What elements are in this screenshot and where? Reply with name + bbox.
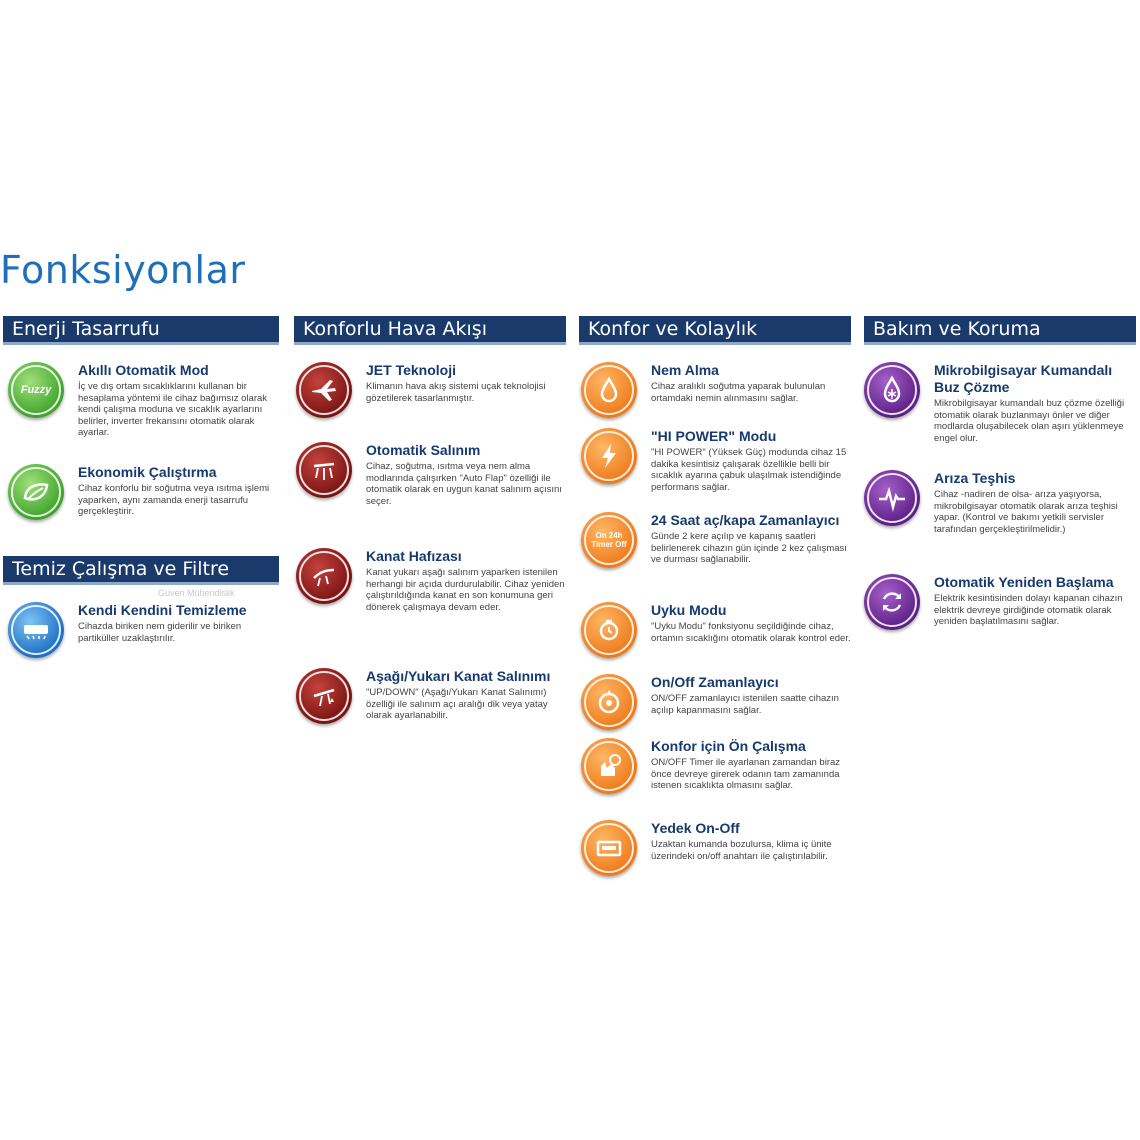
watermark: Güven Mühendislik	[158, 588, 235, 598]
flap-memory-icon	[296, 548, 352, 604]
feature-name: Otomatik Yeniden Başlama	[934, 574, 1114, 590]
pre-run-icon	[581, 738, 637, 794]
feature-description: ON/OFF zamanlayıcı istenilen saatte cihazın açılıp kapanmasını sağlar.	[651, 693, 839, 716]
feature-description: "HI POWER" (Yüksek Güç) modunda cihaz 15 dakika kesintisiz çalışarak özellikle belli bir sıcaklık ayarına çabuk ulaşılmak istendiğinde performans sağlar.	[651, 447, 847, 493]
feature-name: Akıllı Otomatik Mod	[78, 362, 209, 378]
self-clean-icon	[8, 602, 64, 658]
feature-description: Klimanın hava akış sistemi uçak teknolojisi gözetilerek tasarlanmıştır.	[366, 381, 546, 404]
category-energy-saving	[3, 316, 279, 345]
sleep-icon	[581, 602, 637, 658]
defrost-icon	[864, 362, 920, 418]
feature-description: Cihaz konforlu bir soğutma veya ısıtma işlemi yaparken, aynı zamanda enerji tasarrufu gerçekleştirir.	[78, 483, 270, 517]
eco-leaf-icon	[8, 464, 64, 520]
feature-name: Arıza Teşhis	[934, 470, 1016, 486]
diagnosis-pulse-icon	[864, 470, 920, 526]
feature-name: Otomatik Salınım	[366, 442, 481, 458]
feature-description: ON/OFF Timer ile ayarlanan zamandan biraz önce devreye girerek odanın tam zamanında istenen sıcaklıkta olmasını sağlar.	[651, 757, 841, 791]
feature-description: Uzaktan kumanda bozulursa, klima iç ünite üzerindeki on/off anahtarı ile çalıştırılabilir.	[651, 839, 832, 862]
category-comfort-ease	[579, 316, 851, 345]
backup-switch-icon	[581, 820, 637, 876]
feature-name: Konfor için Ön Çalışma	[651, 738, 806, 754]
feature-name: Ekonomik Çalıştırma	[78, 464, 217, 480]
feature-description: Kanat yukarı aşağı salınım yaparken istenilen herhangi bir açıda durdurulabilir. Cihaz yeniden çalıştırıldığında kanat en son konumuna geri dönerek çalışmaya devam eder.	[366, 567, 565, 613]
feature-description: Cihaz, soğutma, ısıtma veya nem alma modlarında çalışırken "Auto Flap" özelliği ile otomatik olarak en uygun kanat salınım açısını seçer.	[366, 461, 562, 507]
category-maintenance-protection	[864, 316, 1136, 345]
feature-description: İç ve dış ortam sıcaklıklarını kullanan bir hesaplama yöntemi ile cihaz bağımsız olarak kendi çalışma moduna ve sıcaklık ayarlarını belirler, inverter frekansını otomatik olarak ayarlar.	[78, 381, 268, 438]
feature-name: Aşağı/Yukarı Kanat Salınımı	[366, 668, 551, 684]
category-header: Temiz Çalışma ve Filtre	[3, 556, 279, 585]
feature-name: Kendi Kendini Temizleme	[78, 602, 247, 618]
category-header: Enerji Tasarrufu	[3, 316, 279, 345]
feature-name: JET Teknoloji	[366, 362, 456, 378]
category-header: Konfor ve Kolaylık	[579, 316, 851, 345]
category-comfortable-airflow	[294, 316, 566, 345]
feature-description: "Uyku Modu" fonksiyonu seçildiğinde cihaz, ortamın sıcaklığını otomatik olarak kontrol eder.	[651, 621, 851, 644]
auto-swing-icon	[296, 442, 352, 498]
feature-name: 24 Saat aç/kapa Zamanlayıcı	[651, 512, 840, 528]
feature-name: On/Off Zamanlayıcı	[651, 674, 779, 690]
feature-description: Mikrobilgisayar kumandalı buz çözme özelliği otomatik olarak buzlanmayı önler ve diğer modlarda oluşabilecek olan aşırı yüklenmeye engel olur.	[934, 398, 1125, 444]
timer-24h-icon: On 24h Timer Off	[581, 512, 637, 568]
category-header: Konforlu Hava Akışı	[294, 316, 566, 345]
feature-description: Elektrik kesintisinden dolayı kapanan cihazın elektrik devreye girdiğinde otomatik olarak yeniden başlatılmasını sağlar.	[934, 593, 1123, 627]
lightning-icon	[581, 428, 637, 484]
feature-description: "UP/DOWN" (Aşağı/Yukarı Kanat Salınımı) özelliği ile salınım açı aralığı dik veya yatay olarak ayarlanabilir.	[366, 687, 548, 721]
feature-description: Cihaz aralıklı soğutma yaparak bulunulan ortamdaki nemin alınmasını sağlar.	[651, 381, 826, 404]
feature-name: "HI POWER" Modu	[651, 428, 777, 444]
airplane-icon	[296, 362, 352, 418]
feature-description: Günde 2 kere açılıp ve kapanış saatleri belirlenerek cihazın gün içinde 2 kez çalışması ve durması sağlanabilir.	[651, 531, 847, 565]
restart-icon	[864, 574, 920, 630]
feature-name: Nem Alma	[651, 362, 719, 378]
up-down-flap-icon	[296, 668, 352, 724]
feature-description: Cihazda biriken nem giderilir ve biriken partiküller uzaklaştırılır.	[78, 621, 242, 644]
feature-name: Yedek On-Off	[651, 820, 740, 836]
drop-icon	[581, 362, 637, 418]
category-header: Bakım ve Koruma	[864, 316, 1136, 345]
feature-name: Uyku Modu	[651, 602, 727, 618]
page-title: Fonksiyonlar	[0, 248, 246, 292]
category-clean-filter	[3, 556, 279, 585]
timer-icon	[581, 674, 637, 730]
feature-name: Kanat Hafızası	[366, 548, 462, 564]
fuzzy-icon: Fuzzy	[8, 362, 64, 418]
feature-description: Cihaz -nadiren de olsa- arıza yaşıyorsa, mikrobilgisayar otomatik olarak arıza teşhisi yapar. (Kontrol ve bakımı yetkili servisler tarafından gerçekleştirilmelidir.)	[934, 489, 1118, 535]
feature-name: Mikrobilgisayar Kumandalı Buz Çözme	[934, 362, 1113, 395]
